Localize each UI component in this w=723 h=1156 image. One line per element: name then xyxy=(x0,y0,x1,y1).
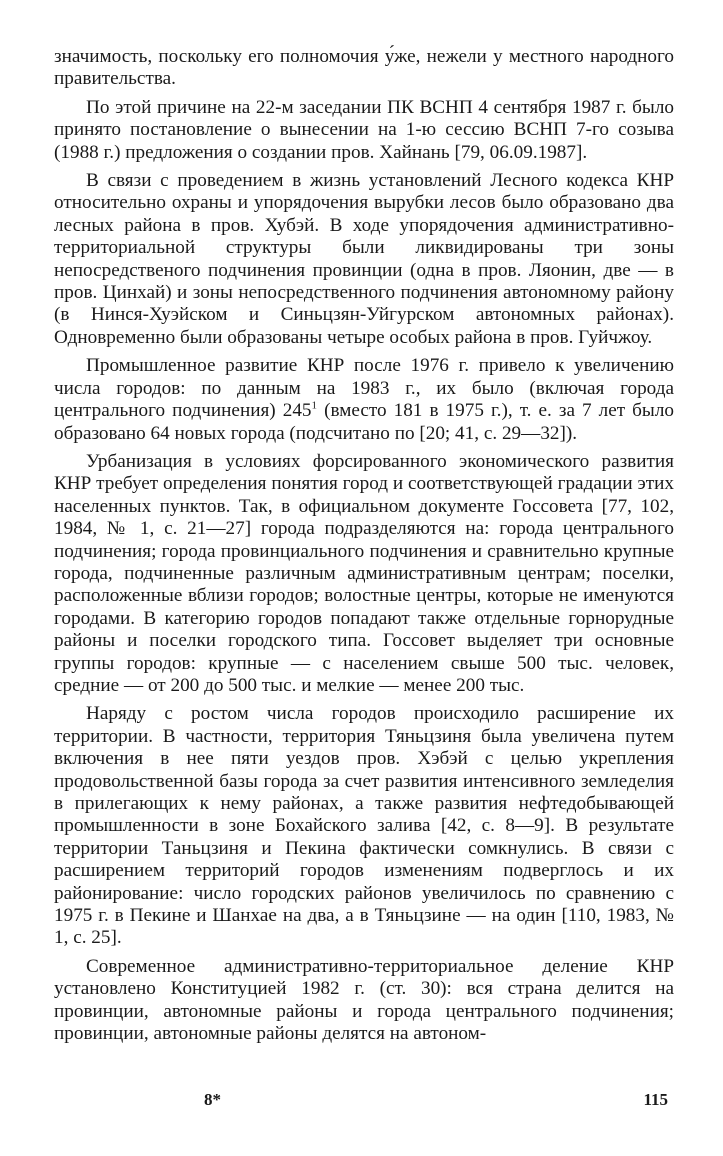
paragraph-industrial-development xyxy=(54,355,674,445)
paragraph-city-territory: Наряду с ростом числа городов происходило расширение их территории. В частности, территория Тяньцзиня была увеличена путем включения в нее пяти уездов пров. Хэбэй с целью укрепления продовольственной базы города за счет развития интенсивного земледелия в прилегающих к нему районах, а также развития нефтедобывающей промышленности в зоне Бохайского залива [42, с. 8—9]. В результате территории Таньцзиня и Пекина фактически сомкнулись. В связи с расширением территорий городов изменениям подверглось и их районирование: число городских районов увеличилось по сравнению с 1975 г. в Пекине и Шанхае на два, а в Тяньцзине — на один [110, 1983, № 1, с. 25]. xyxy=(54,703,674,949)
industrial-text-after: (вместо 181 в 1975 г.), т. е. за 7 лет было образовано 64 новых города (подсчитано по [20; 41, с. 29—32]). xyxy=(54,400,674,444)
page-number: 115 xyxy=(643,1090,668,1109)
paragraph-constitution: Современное административно-территориальное деление КНР установлено Конституцией 1982 г. (ст. 30): вся страна делится на провинции, автономные районы и города центрального подчинения; провинции, автономные районы делятся на автоном- xyxy=(54,955,674,1045)
page-body xyxy=(54,46,674,1051)
paragraph-urbanization: Урбанизация в условиях форсированного экономического развития КНР требует определения понятия город и соответствующей градации этих населенных пунктов. Так, в официальном документе Госсовета [77, 102, 1984, № 1, с. 21—27] города подразделяются на: города центрального подчинения; города провинциального подчинения и сравнительно крупные города, подчиненные различным административным центрам; поселки, расположенные вблизи городов; волостные центры, которые не именуются городами. В категорию городов попадают также отдельные горнорудные районы и поселки городского типа. Госсовет выделяет три основные группы городов: крупные — с населением свыше 500 тыс. человек, средние — от 200 до 500 тыс. и мелкие — менее 200 тыс. xyxy=(54,450,674,696)
paragraph-forest-code: В связи с проведением в жизнь установлений Лесного кодекса КНР относительно охраны и упорядочения вырубки лесов было образовано два лесных района в пров. Хубэй. В ходе упорядочения административно-территориальной структуры были ликвидированы три зоны непосредственого подчинения провинции (одна в пров. Ляонин, две — в пров. Цинхай) и зоны непосредственного подчинения автономному району (в Нинся-Хуэйском и Синьцзян-Уйгурском автономных районах). Одновременно были образованы четыре особых района в пров. Гуйчжоу. xyxy=(54,170,674,348)
paragraph-continuation: значимость, поскольку его полномочия у́же, нежели у местного народного правительства. xyxy=(54,46,674,90)
page-footer xyxy=(54,1090,674,1114)
signature-mark: 8* xyxy=(204,1090,221,1109)
industrial-text-before: Промышленное развитие КНР после 1976 г. привело к увеличению числа городов: по данным на 1983 г., их было (включая города центрального подчинения) 245 xyxy=(54,355,674,422)
paragraph-hainan: По этой причине на 22-м заседании ПК ВСНП 4 сентября 1987 г. было принято постановление о вынесении на 1-ю сессию ВСНП 7-го созыва (1988 г.) предложения о создании пров. Хайнань [79, 06.09.1987]. xyxy=(54,96,674,163)
footnote-mark: 1 xyxy=(311,399,318,412)
